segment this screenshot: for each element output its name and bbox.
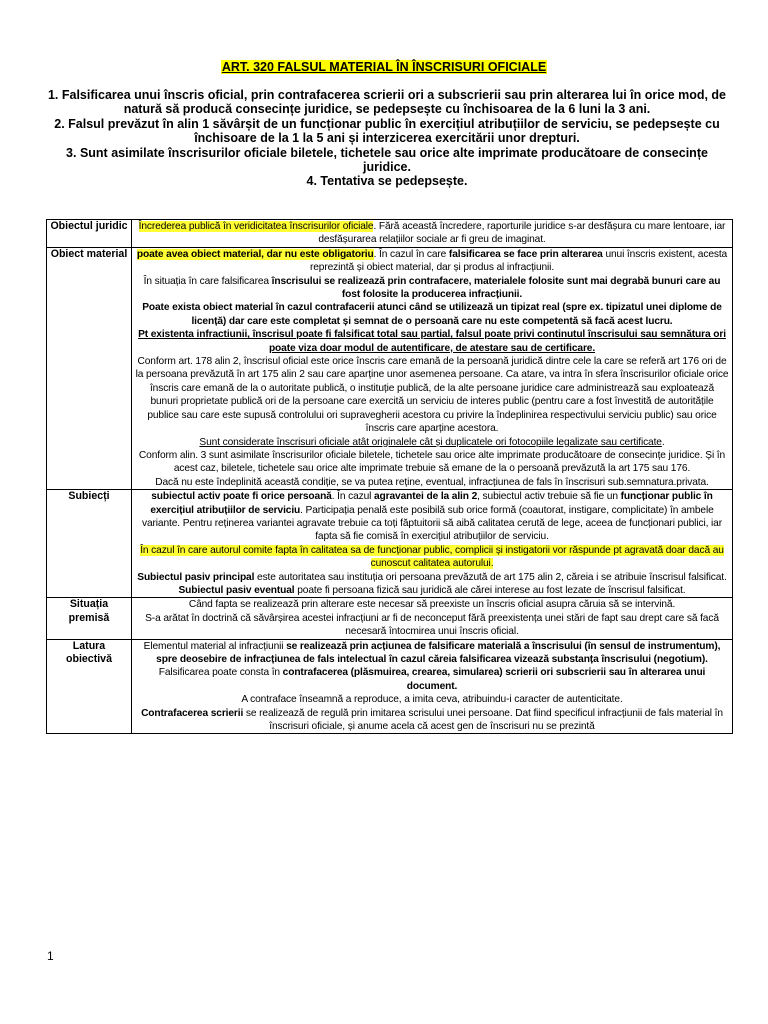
- content-paragraph: [135, 275, 729, 302]
- row-label: Obiect material: [47, 247, 132, 489]
- article-paragraphs: [42, 88, 732, 189]
- table-row: [47, 247, 733, 489]
- highlighted-text: poate avea obiect material, dar nu este obligatoriu: [136, 248, 374, 260]
- text-run: Pt existenta infractiunii, înscrisul poate fi falsificat total sau partial, falsul poate privi continutul înscrisului sau semnătura ori poate viza doar modul de autentificare, de atestare sau de certificare.: [138, 329, 726, 354]
- highlighted-text: Încrederea publică în veridicitatea înscrisurilor oficiale: [138, 221, 374, 232]
- table-row: [47, 639, 733, 734]
- article-title: ART. 320 FALSUL MATERIAL ÎN ÎNSCRISURI OFICIALE: [221, 60, 547, 74]
- content-paragraph: [135, 666, 729, 693]
- text-run: subiectul activ poate fi orice persoană: [151, 491, 332, 503]
- text-run: Dacă nu este îndeplinită această condiție, se va putea reține, eventual, infracțiunea de fals în înscrisuri sub.semnatura.privata.: [155, 476, 709, 488]
- text-run: agravantei de la alin 2: [374, 491, 478, 503]
- text-run: S-a arătat în doctrină că săvârșirea acestei infracțiuni ar fi de neconceput fără preexistența unei stări de fapt sau drept care să facă necesară întocmirea unui înscris oficial.: [145, 612, 719, 638]
- row-content: [132, 247, 733, 489]
- page-number: 1: [47, 949, 54, 963]
- content-paragraph: [135, 449, 729, 476]
- table-row: [47, 490, 733, 598]
- text-run: Sunt considerate înscrisuri oficiale atât originalele cât și duplicatele ori fotocopiile legalizate sau certificate: [199, 436, 662, 448]
- text-run: înscrisului se realizează prin contrafacere, materialele folosite sunt mai degrabă bunuri care au fost folosite la producerea infracțiunii.: [271, 275, 721, 301]
- analysis-table: [46, 219, 733, 734]
- text-run: Subiectul pasiv eventual: [178, 584, 295, 596]
- row-label: Obiectul juridic: [47, 220, 132, 248]
- content-paragraph: [135, 301, 729, 328]
- highlighted-text: În cazul în care autorul comite fapta în calitatea sa de funcționar public, complicii și instigatorii vor răspunde pt agravată doar dacă au cunoscut calitatea autorului.: [140, 544, 724, 570]
- content-paragraph: [135, 707, 729, 734]
- row-content: [132, 220, 733, 248]
- text-run: Conform alin. 3 sunt asimilate înscrisurilor oficiale biletele, tichetele sau orice alte imprimate producătoare de consecințe juridice. Și în acest caz, biletele, tichetele sau orice alte imprimate trebuie să emane de la o persoană prevăzută la art 175 sau 176.: [138, 449, 726, 475]
- text-run: Contrafacerea scrierii: [141, 707, 244, 719]
- row-content: [132, 639, 733, 734]
- content-paragraph: [135, 544, 729, 571]
- text-run: falsificarea se face prin alterarea: [448, 248, 603, 260]
- content-paragraph: [135, 220, 729, 247]
- text-run: Elementul material al infracțiunii: [143, 640, 287, 652]
- table-row: [47, 598, 733, 639]
- content-paragraph: [135, 612, 729, 639]
- text-run: contrafacerea (plăsmuirea, crearea, simularea) scrierii ori subscrierii sau în alterarea unui document.: [282, 667, 706, 692]
- text-run: unui înscris existent, acesta reprezintă și obiect material, dar și produs al infracțiunii.: [309, 248, 728, 274]
- text-run: , subiectul activ trebuie să fie un: [477, 491, 621, 503]
- text-run: . Fără această încredere, raporturile juridice s-ar desfășura cu mare lentoare, iar desfășurarea relațiilor sociale ar fi greu de imaginat.: [318, 221, 726, 246]
- content-paragraph: [135, 584, 729, 597]
- content-paragraph: [135, 476, 729, 489]
- text-run: A contraface înseamnă a reproduce, a imita ceva, atribuindu-i caracter de autenticitate.: [241, 694, 623, 706]
- table-row: [47, 220, 733, 248]
- content-paragraph: [135, 640, 729, 667]
- text-run: Poate exista obiect material în cazul contrafacerii atunci când se utilizează un tipizat real (spre ex. tipizatul unei diplome de licență) dar care este completat și semnat de o persoană care nu este competentă să facă acest lucru.: [142, 302, 722, 327]
- text-run: funcționar public în exercițiul atribuțiilor de serviciu: [150, 491, 713, 516]
- content-paragraph: [135, 490, 729, 544]
- row-content: [132, 490, 733, 598]
- content-paragraph: [135, 248, 729, 275]
- text-run: Conform art. 178 alin 2, înscrisul oficial este orice înscris care emană de la persoană juridică dintre cele la care se referă art 176 ori de la persoana prevăzută în art 175 alin 2 sau care aparține unor asemenea persoane. Ca atare, va intra în sfera înscrisurilor oficiale orice înscris care emană de la o autoritate publică, o instituție publică, de la alte persoane juridice care administrează sau exploatează bunuri proprietate publică ori de la persoane care exercită un serviciu de interes public (pentru care a fost învestită de autoritățile publice sau care este supusă controlului ori supravegherii acestora cu privire la îndeplinirea respectivului serviciu public) sau orice înscris care aparține acestora.: [135, 356, 729, 435]
- article-paragraph: 3. Sunt asimilate înscrisurilor oficiale biletele, tichetele sau orice alte imprimate producătoare de consecințe juridice.: [66, 145, 708, 175]
- text-run: poate fi persoana fizică sau juridică ale cărei interese au fost lezate de înscrisul falsificat.: [294, 584, 686, 596]
- text-run: În situația în care falsificarea: [143, 275, 272, 287]
- row-label: Subiecți: [47, 490, 132, 598]
- text-run: este autoritatea sau instituția ori persoana prevăzută de art 175 alin 2, căreia i se atribuie înscrisul falsificat.: [254, 571, 727, 583]
- row-label: Situația premisă: [47, 598, 132, 639]
- content-paragraph: [135, 355, 729, 435]
- text-run: . Participația penală este posibilă sub orice formă (coautorat, instigare, complicitate) în ambele variante. Pentru reținerea variantei agravate trebuie ca toți făptuitorii să aibă calitatea cerută de lege, aceea de funcționari publici, iar fapta să fie comisă în exercițiul atribuțiilor de serviciu.: [142, 504, 722, 543]
- content-paragraph: [135, 693, 729, 706]
- text-run: se realizează prin acțiunea de falsificare materială a înscrisului (în sensul de instrumentum), spre deosebire de infracțiunea de fals intelectual în cazul căreia falsificarea vizează substanța înscrisului (negotium).: [156, 640, 721, 665]
- content-paragraph: [135, 571, 729, 584]
- text-run: . În cazul în care: [373, 248, 449, 260]
- row-label: Latura obiectivă: [47, 639, 132, 734]
- text-run: Subiectul pasiv principal: [137, 571, 255, 583]
- text-run: .: [661, 436, 665, 448]
- article-paragraph: 2. Falsul prevăzut în alin 1 săvârșit de un funcționar public în exercițiul atribuțiilor de serviciu, se pedepsește cu închisoare de la 1 la 5 ani și interzicerea exercitării unor drepturi.: [54, 116, 720, 146]
- text-run: . În cazul: [331, 491, 374, 503]
- content-paragraph: [135, 328, 729, 355]
- text-run: se realizează de regulă prin imitarea scrisului unei persoane. Dat fiind specificul infracțiunii de fals material în înscrisuri oficiale, și anume acela că acest gen de înscrisuri nu se prezintă: [243, 707, 723, 733]
- row-content: [132, 598, 733, 639]
- content-paragraph: [135, 436, 729, 449]
- article-paragraph: 1. Falsificarea unui înscris oficial, prin contrafacerea scrierii ori a subscrierii sau prin alterarea lui în orice mod, de natură să producă consecințe juridice, se pedepsește cu închisoarea de la 6 luni la 3 ani.: [47, 88, 727, 117]
- text-run: Când fapta se realizează prin alterare este necesar să preexiste un înscris oficial asupra căruia să se intervină.: [188, 599, 676, 611]
- article-paragraph: 4. Tentativa se pedepsește.: [306, 174, 468, 189]
- text-run: Falsificarea poate consta în: [158, 667, 283, 679]
- content-paragraph: [135, 598, 729, 611]
